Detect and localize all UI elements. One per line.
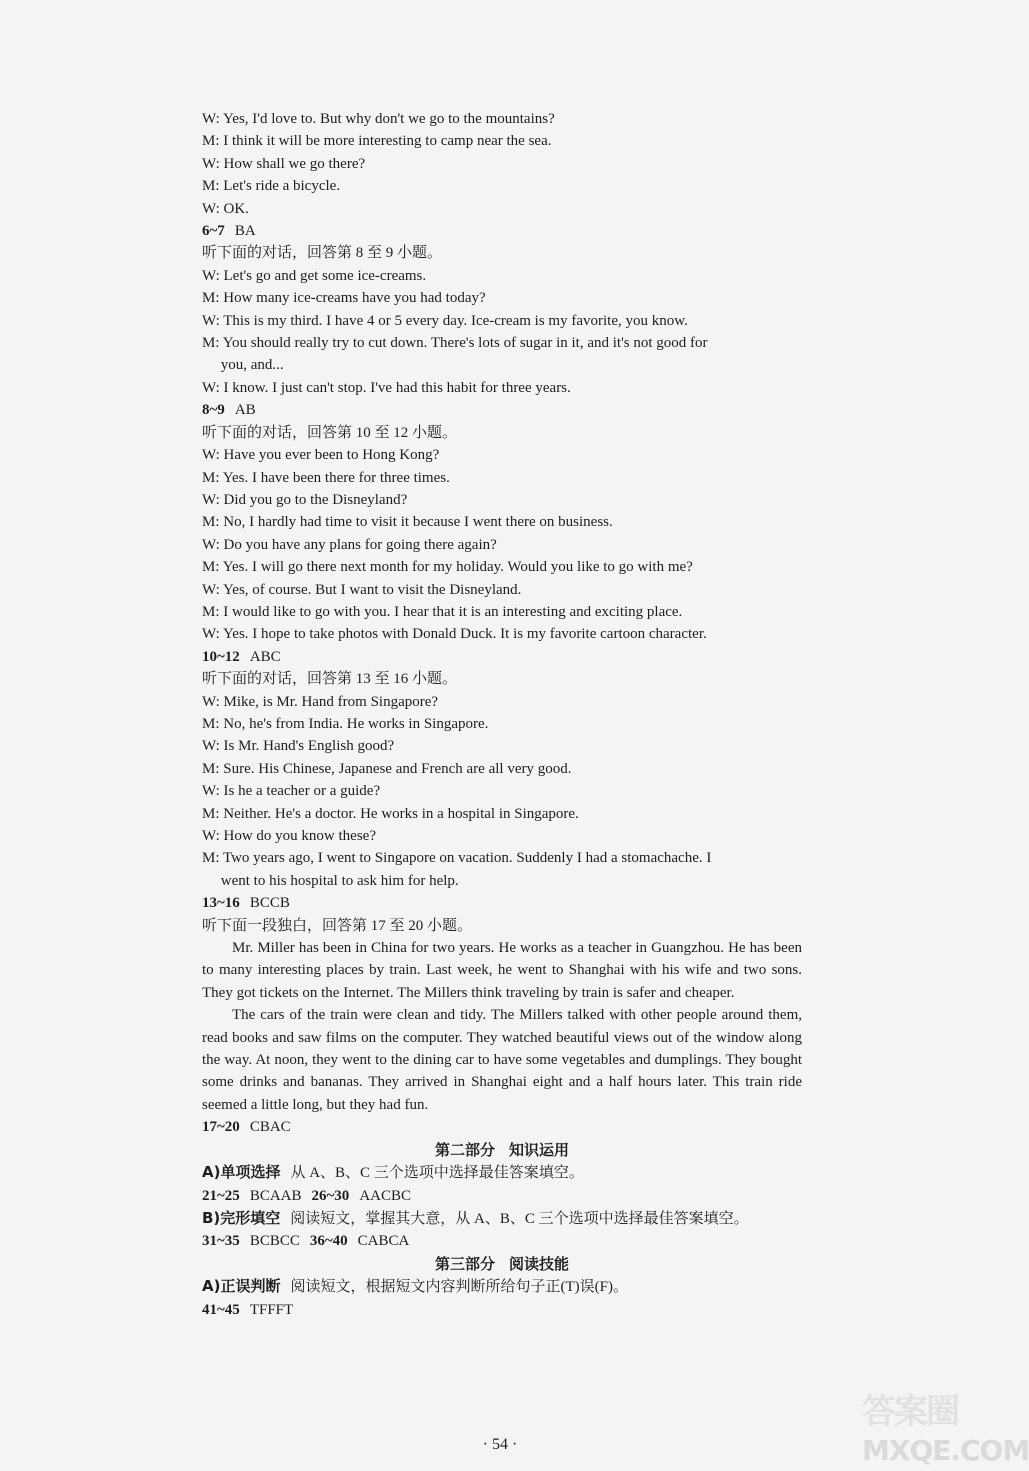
watermark-logo-text: 答案圈 <box>862 1392 958 1432</box>
dialogue-line: M: No, he's from India. He works in Singapore. <box>202 715 489 732</box>
answer-number: 26~30 <box>311 1187 350 1204</box>
question-type-desc: 阅读短文，掌握其大意，从 A、B、C 三个选项中选择最佳答案填空。 <box>290 1210 749 1227</box>
answer-number: 17~20 <box>202 1119 240 1136</box>
answer-10-12 <box>202 646 802 668</box>
question-type-cloze <box>202 1207 802 1230</box>
answer-key: CBAC <box>249 1119 291 1136</box>
watermark-url: MXQE.COM <box>862 1434 1029 1467</box>
answer-key: BCBCC <box>249 1233 300 1250</box>
answer-number: 6~7 <box>202 223 225 240</box>
dialogue-line: W: Have you ever been to Hong Kong? <box>202 447 440 464</box>
dialogue-line: M: Yes. I have been there for three times. <box>202 469 450 486</box>
question-type-true-false <box>202 1275 802 1298</box>
answer-number: 31~35 <box>202 1233 240 1250</box>
dialogue-line: M: I think it will be more interesting to camp near the sea. <box>202 133 552 150</box>
answer-number: 10~12 <box>202 648 240 665</box>
dialogue-line: W: Yes. I hope to take photos with Donald Duck. It is my favorite cartoon character. <box>202 626 707 643</box>
question-type-desc: 阅读短文，根据短文内容判断所给句子正(T)误(F)。 <box>290 1279 628 1296</box>
dialogue-line: W: How do you know these? <box>202 828 376 844</box>
question-type-tag: A)单项选择 <box>202 1163 281 1182</box>
question-type-desc: 从 A、B、C 三个选项中选择最佳答案填空。 <box>290 1165 584 1182</box>
dialogue-line: M: Yes. I will go there next month for my holiday. Would you like to go with me? <box>202 559 693 576</box>
answer-key: BA <box>234 223 256 240</box>
dialogue-line: W: Yes, I'd love to. But why don't we go to the mountains? <box>202 111 555 127</box>
answer-13-16 <box>202 892 802 914</box>
dialogue-line: M: How many ice-creams have you had today? <box>202 290 486 307</box>
instruction-8-9: 听下面的对话，回答第 8 至 9 小题。 <box>202 245 443 262</box>
answer-number: 21~25 <box>202 1187 240 1204</box>
instruction-17-20: 听下面一段独白，回答第 17 至 20 小题。 <box>202 917 473 934</box>
dialogue-line: M: Two years ago, I went to Singapore on vacation. Suddenly I had a stomachache. I <box>202 850 712 867</box>
dialogue-line: W: Yes, of course. But I want to visit the Disneyland. <box>202 581 522 598</box>
section-heading-part-3 <box>202 1253 802 1275</box>
answer-number: 41~45 <box>202 1301 240 1318</box>
answer-key: AB <box>234 402 256 419</box>
question-type-tag: A)正误判断 <box>202 1277 281 1296</box>
dialogue-1 <box>202 108 802 220</box>
dialogue-line: M: Let's ride a bicycle. <box>202 178 341 195</box>
monologue-paragraph-1: Mr. Miller has been in China for two years. He works as a teacher in Guangzhou. He has been to many interesting places by train. Last week, he went to Shanghai with his wife and two sons. They got tickets on the Internet. The Millers think traveling by train is safer and cheaper. <box>202 940 802 1001</box>
answer-8-9 <box>202 399 802 421</box>
section-heading-part-2 <box>202 1139 802 1161</box>
dialogue-line: W: Did you go to the Disneyland? <box>202 491 408 508</box>
answer-41-45 <box>202 1299 802 1321</box>
answer-key: AACBC <box>359 1187 411 1204</box>
answer-key: CABCA <box>357 1233 410 1250</box>
instruction-10-12: 听下面的对话，回答第 10 至 12 小题。 <box>202 424 458 441</box>
answer-key: BCAAB <box>249 1187 302 1204</box>
dialogue-line: you, and... <box>202 357 284 374</box>
section-name: 第三部分 <box>434 1254 495 1273</box>
dialogue-line: M: Sure. His Chinese, Japanese and French are all very good. <box>202 760 572 777</box>
section-title: 知识运用 <box>509 1140 570 1159</box>
question-type-single-choice <box>202 1161 802 1184</box>
answer-key: BCCB <box>249 895 290 912</box>
answer-key: TFFFT <box>249 1301 294 1318</box>
answer-number: 8~9 <box>202 402 225 419</box>
dialogue-line: W: Mike, is Mr. Hand from Singapore? <box>202 693 439 710</box>
dialogue-line: M: I would like to go with you. I hear that it is an interesting and exciting place. <box>202 603 683 620</box>
dialogue-line: W: I know. I just can't stop. I've had this habit for three years. <box>202 379 571 396</box>
section-title: 阅读技能 <box>509 1254 570 1273</box>
answer-31-40 <box>202 1230 802 1252</box>
answer-number: 36~40 <box>309 1233 348 1250</box>
dialogue-3 <box>202 444 802 646</box>
page-content <box>202 108 802 1321</box>
dialogue-line: W: Let's go and get some ice-creams. <box>202 267 427 284</box>
dialogue-line: W: Do you have any plans for going there again? <box>202 536 497 553</box>
dialogue-2 <box>202 265 802 399</box>
dialogue-line: W: How shall we go there? <box>202 155 366 172</box>
dialogue-line: went to his hospital to ask him for help. <box>202 872 459 889</box>
monologue-paragraph-2: The cars of the train were clean and tidy. The Millers talked with other people around them, read books and saw films on the computer. They watched beautiful views out of the window along the way. At noon, they went to the dining car to have some vegetables and dumplings. They bought some drinks and bananas. They arrived in Shanghai eight and a half hours later. This train ride seemed a little long, but they had fun. <box>202 1007 802 1113</box>
dialogue-4 <box>202 691 802 893</box>
answer-number: 13~16 <box>202 895 240 912</box>
dialogue-line: W: Is Mr. Hand's English good? <box>202 738 395 755</box>
dialogue-line: M: Neither. He's a doctor. He works in a hospital in Singapore. <box>202 805 579 822</box>
question-type-tag: B)完形填空 <box>202 1208 281 1227</box>
answer-key: ABC <box>249 648 281 665</box>
answer-21-30 <box>202 1185 802 1207</box>
page-number: · 54 · <box>482 1436 518 1453</box>
instruction-13-16: 听下面的对话，回答第 13 至 16 小题。 <box>202 671 458 688</box>
dialogue-line: M: No, I hardly had time to visit it because I went there on business. <box>202 514 613 531</box>
dialogue-line: W: This is my third. I have 4 or 5 every day. Ice-cream is my favorite, you know. <box>202 312 688 329</box>
section-name: 第二部分 <box>434 1140 495 1159</box>
dialogue-line: M: You should really try to cut down. There's lots of sugar in it, and it's not good for <box>202 335 708 352</box>
dialogue-line: W: Is he a teacher or a guide? <box>202 783 381 800</box>
watermark-logo <box>858 1380 1029 1471</box>
answer-17-20 <box>202 1116 802 1138</box>
dialogue-line: W: OK. <box>202 200 249 217</box>
answer-6-7 <box>202 220 802 242</box>
